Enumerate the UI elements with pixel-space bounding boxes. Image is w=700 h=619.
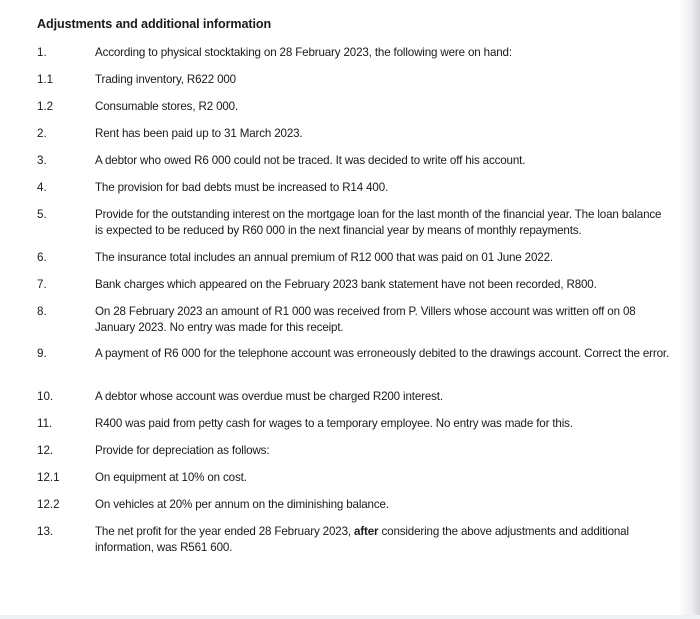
item-text-part: considering the above adjustments and additional information, was R561 600. <box>95 525 629 554</box>
item-text-emphasis: after <box>354 525 379 538</box>
item-text <box>95 524 670 555</box>
item-number: 13. <box>37 525 54 538</box>
item-number: 1.1 <box>37 73 54 86</box>
item-number: 12.2 <box>37 498 60 511</box>
item-text: Consumable stores, R2 000. <box>95 100 239 113</box>
item-text: The insurance total includes an annual premium of R12 000 that was paid on 01 June 2022. <box>95 251 553 264</box>
item-number: 7. <box>37 278 47 291</box>
item-text: Trading inventory, R622 000 <box>95 73 236 86</box>
item-text: On vehicles at 20% per annum on the diminishing balance. <box>95 498 389 511</box>
item-number: 12. <box>37 444 54 457</box>
item-number: 3. <box>37 154 47 167</box>
item-text: Provide for the outstanding interest on the mortgage loan for the last month of the financial year. The loan balance is expected to be reduced by R60 000 in the next financial year by means of monthly repayments. <box>95 208 662 237</box>
item-text-part: The net profit for the year ended 28 February 2023, <box>95 525 355 538</box>
item-number: 9. <box>37 347 47 360</box>
item-text: A payment of R6 000 for the telephone account was erroneously debited to the drawings account. Correct the error. <box>95 347 670 360</box>
item-number: 5. <box>37 208 47 221</box>
item-number: 1. <box>37 46 47 59</box>
item-text: Provide for depreciation as follows: <box>95 444 270 457</box>
item-number: 1.2 <box>37 100 54 113</box>
item-text: A debtor who owed R6 000 could not be traced. It was decided to write off his account. <box>95 154 526 167</box>
item-text: On equipment at 10% on cost. <box>95 471 247 484</box>
item-number: 10. <box>37 390 54 403</box>
page-bottom-edge <box>0 615 700 619</box>
item-number: 2. <box>37 127 47 140</box>
item-number: 12.1 <box>37 471 60 484</box>
item-text: According to physical stocktaking on 28 February 2023, the following were on hand: <box>95 46 512 59</box>
item-number: 4. <box>37 181 47 194</box>
item-text: Bank charges which appeared on the February 2023 bank statement have not been recorded, R800. <box>95 278 597 291</box>
page-edge-shadow <box>678 0 700 619</box>
item-text: Rent has been paid up to 31 March 2023. <box>95 127 303 140</box>
item-number: 11. <box>37 417 53 430</box>
item-number: 8. <box>37 305 47 318</box>
item-number: 6. <box>37 251 47 264</box>
section-title: Adjustments and additional information <box>37 17 272 31</box>
item-text: A debtor whose account was overdue must be charged R200 interest. <box>95 390 443 403</box>
item-text: R400 was paid from petty cash for wages to a temporary employee. No entry was made for this. <box>95 417 573 430</box>
item-text: On 28 February 2023 an amount of R1 000 was received from P. Villers whose account was written off on 08 January 2023. No entry was made for this receipt. <box>95 305 636 334</box>
item-text: The provision for bad debts must be increased to R14 400. <box>95 181 389 194</box>
